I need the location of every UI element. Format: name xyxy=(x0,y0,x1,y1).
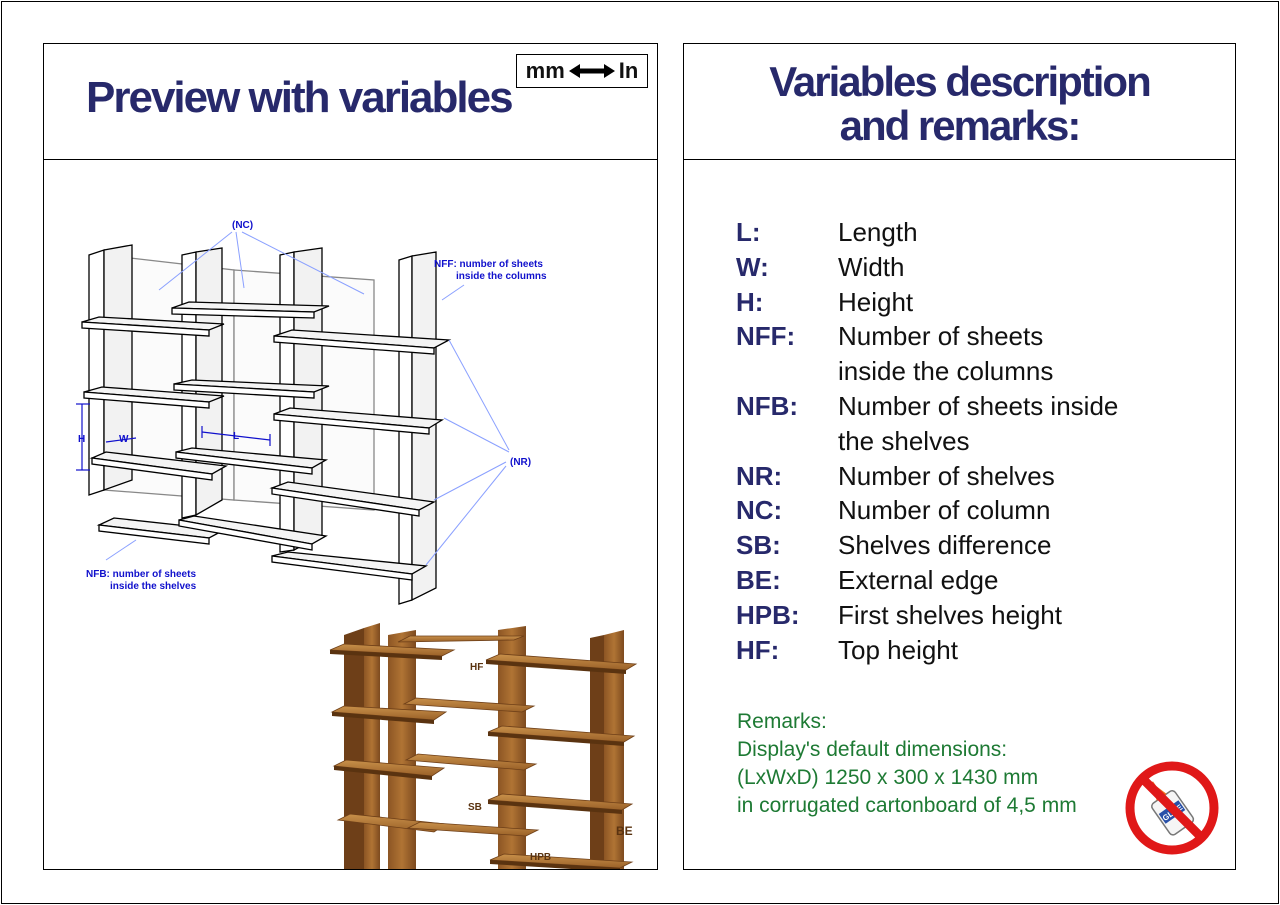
variable-description: Height xyxy=(838,286,914,317)
variable-row xyxy=(736,285,1168,320)
unit-toggle-button[interactable] xyxy=(516,54,648,88)
nfb-label-line2: inside the shelves xyxy=(110,581,197,592)
remarks-line: (LxWxD) 1250 x 300 x 1430 mm xyxy=(737,766,1039,789)
hf-label: HF xyxy=(470,662,484,673)
variable-key: SB: xyxy=(736,530,781,561)
variable-key: L: xyxy=(736,217,761,247)
h-dimension-label: H xyxy=(78,434,86,445)
hpb-label: HPB xyxy=(530,852,552,863)
variable-description: Length xyxy=(838,217,918,247)
variables-header xyxy=(684,44,1235,160)
nfb-label-line1: NFB: number of sheets xyxy=(86,569,197,580)
variables-title-line2: and remarks: xyxy=(839,102,1080,149)
remarks-heading: Remarks: xyxy=(737,710,827,733)
nr-label: (NR) xyxy=(510,457,532,468)
variable-row xyxy=(736,215,1168,250)
variable-description: Top height xyxy=(838,634,958,665)
variable-key: NC: xyxy=(736,495,783,526)
nc-label: (NC) xyxy=(232,220,254,231)
nff-label-line2: inside the columns xyxy=(456,271,547,282)
variable-row xyxy=(736,633,1168,668)
variables-list xyxy=(736,215,1168,667)
remarks-line: Display's default dimensions: xyxy=(737,738,1008,761)
variable-row xyxy=(736,528,1168,563)
variable-description: Number of sheets inside the shelves xyxy=(838,390,1119,456)
variable-description: Number of shelves xyxy=(838,460,1055,491)
remarks-line: in corrugated cartonboard of 4,5 mm xyxy=(737,794,1077,817)
variable-row xyxy=(736,563,1168,598)
variable-description: External edge xyxy=(838,564,999,595)
variable-row xyxy=(736,319,1168,389)
variable-key: BE: xyxy=(736,564,781,595)
variable-key: HF: xyxy=(736,634,780,665)
double-arrow-icon xyxy=(569,64,615,78)
remarks xyxy=(737,708,1077,820)
variable-key: NR: xyxy=(736,460,783,491)
wooden-shelf xyxy=(330,623,636,869)
no-glue-icon xyxy=(1124,760,1220,856)
variable-key: HPB: xyxy=(736,599,800,630)
preview-panel xyxy=(43,43,658,870)
variable-row xyxy=(736,493,1168,528)
variable-description: Shelves difference xyxy=(838,530,1052,561)
sb-label: SB xyxy=(468,802,482,813)
be-label: BE xyxy=(616,824,633,838)
variable-key: H: xyxy=(736,286,764,317)
wireframe-shelf xyxy=(82,245,449,604)
variable-key: NFB: xyxy=(736,390,799,421)
l-dimension-label: L xyxy=(233,431,240,442)
nff-label-line1: NFF: number of sheets xyxy=(434,259,543,270)
variable-description: Width xyxy=(838,251,905,282)
unit-mm-label: mm xyxy=(525,58,565,83)
variables-title xyxy=(684,60,1235,148)
variable-row xyxy=(736,459,1168,494)
preview-title: Preview with variables xyxy=(86,73,512,122)
variable-key: W: xyxy=(736,251,769,282)
variable-row xyxy=(736,598,1168,633)
shelf-preview xyxy=(44,160,659,869)
variable-description: Number of sheets inside the columns xyxy=(838,321,1054,387)
variables-panel xyxy=(683,43,1236,870)
variable-description: First shelves height xyxy=(838,599,1062,630)
variables-title-line1: Variables description xyxy=(769,58,1150,105)
unit-in-label: In xyxy=(618,58,639,83)
variable-row xyxy=(736,389,1168,459)
preview-header xyxy=(44,44,657,160)
variable-row xyxy=(736,250,1168,285)
w-dimension-label: W xyxy=(119,434,129,445)
variable-description: Number of column xyxy=(838,495,1051,526)
variable-key: NFF: xyxy=(736,321,796,352)
